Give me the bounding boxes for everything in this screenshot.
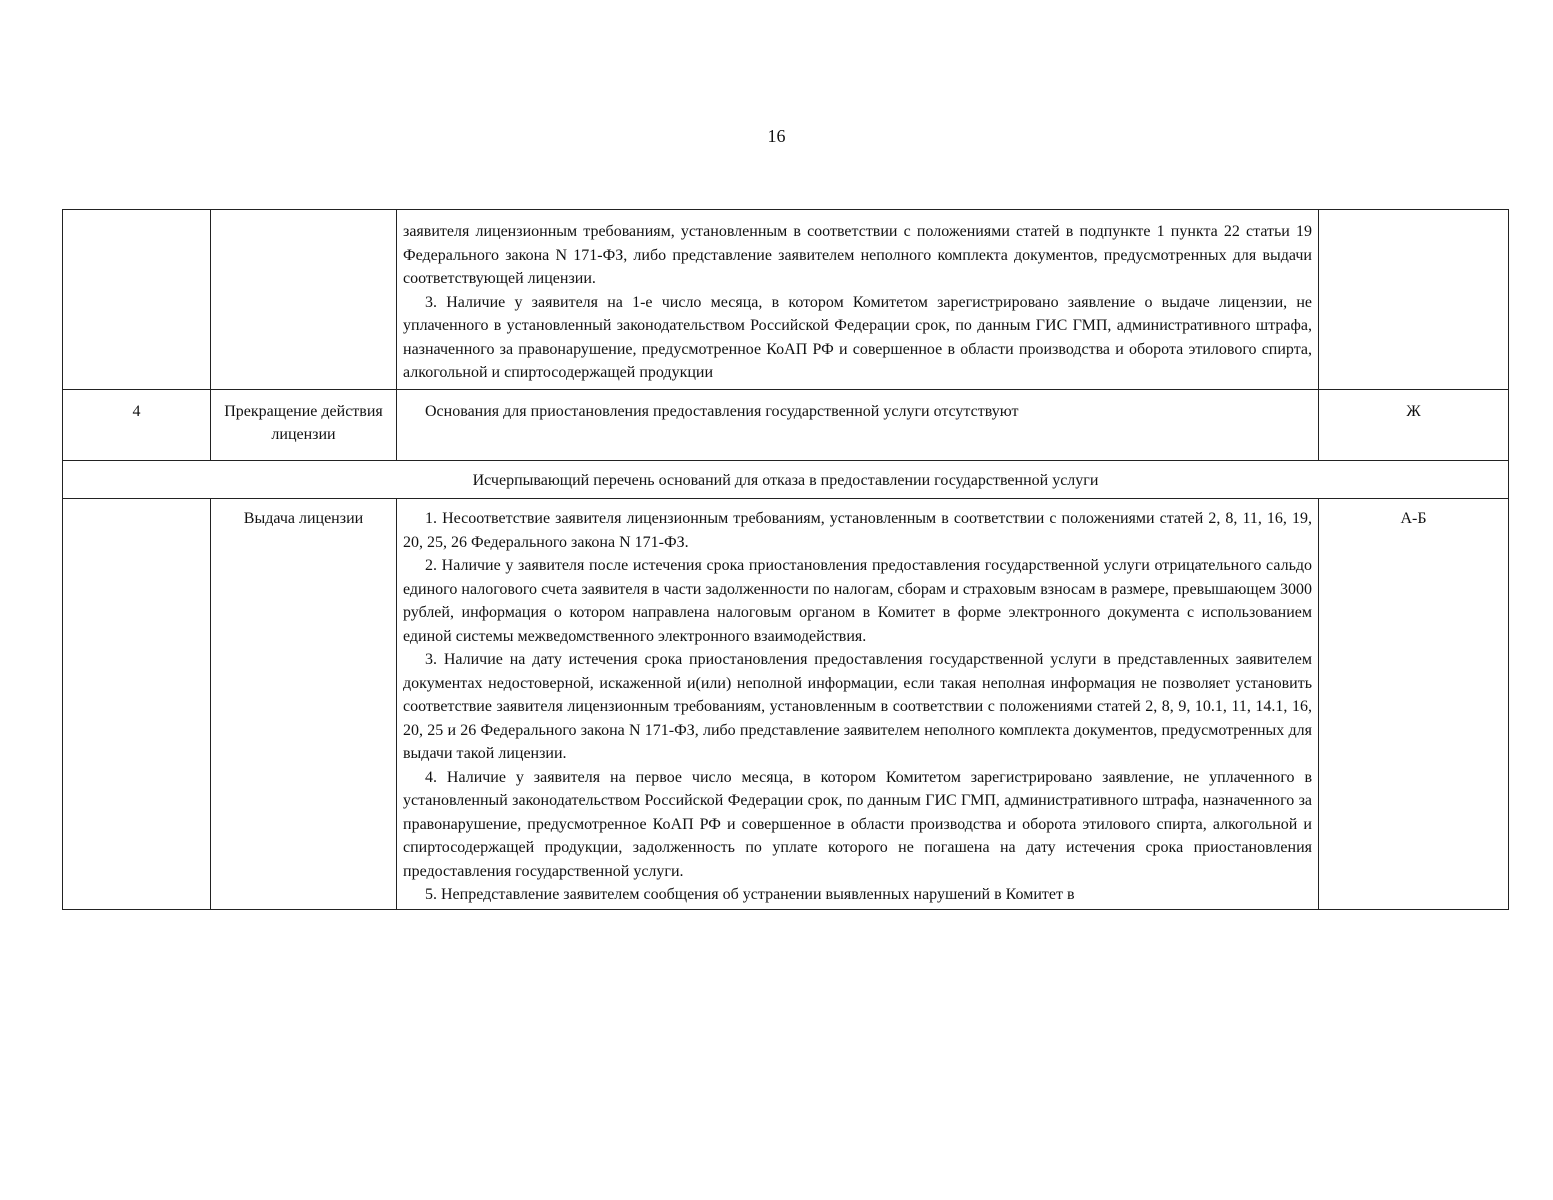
cell-number: 4 (63, 389, 211, 460)
cell-service-name (211, 210, 397, 390)
section-header: Исчерпывающий перечень оснований для отказа в предоставлении государственной услуги (63, 460, 1509, 499)
grounds-paragraph: 1. Несоответствие заявителя лицензионным требованиям, установленным в соответствии с положениями статей 2, 8, 11, 16, 19, 20, 25, 26 Федерального закона N 171-ФЗ. (403, 510, 1312, 551)
grounds-paragraph: 3. Наличие на дату истечения срока приостановления предоставления государственной услуги в представленных заявителем документах недостоверной, искаженной и(или) неполной информации, если такая неполная информация не позволяет установить соответствие заявителя лицензионным требованиям, установленным в соответствии с положениями статей 2, 8, 9, 10.1, 11, 14.1, 16, 20, 25 и 26 Федерального закона N 171-ФЗ, либо представление заявителем неполного комплекта документов, предусмотренных для выдачи такой лицензии. (403, 651, 1312, 762)
table-row-termination (63, 389, 1509, 460)
page-number: 16 (767, 126, 786, 146)
cell-number (63, 499, 211, 910)
cell-service-name: Выдача лицензии (211, 499, 397, 910)
cell-grounds-text (397, 499, 1319, 910)
grounds-paragraph: 5. Непредставление заявителем сообщения об устранении выявленных нарушений в Комитет в (425, 886, 1075, 903)
cell-result-code: Ж (1319, 389, 1509, 460)
table-row-issue-license (63, 499, 1509, 910)
cell-number (63, 210, 211, 390)
cell-grounds-text (397, 210, 1319, 390)
grounds-paragraph: 3. Наличие у заявителя на 1-е число месяца, в котором Комитетом зарегистрировано заявление о выдаче лицензии, не уплаченного в установленный законодательством Российской Федерации срок, по данным ГИС ГМП, административного штрафа, назначенного за правонарушение, предусмотренное КоАП РФ и совершенное в области производства и оборота этилового спирта, алкогольной и спиртосодержащей продукции (403, 293, 1312, 381)
grounds-paragraph: 2. Наличие у заявителя после истечения срока приостановления предоставления государственной услуги отрицательного сальдо единого налогового счета заявителя в части задолженности по налогам, сборам и страховым взносам в размере, превышающем 3000 рублей, информация о котором направлена налоговым органом в Комитет в форме электронного документа с использованием единой системы межведомственного электронного взаимодействия. (403, 557, 1312, 645)
grounds-table (62, 209, 1509, 910)
grounds-paragraph: заявителя лицензионным требованиям, установленным в соответствии с положениями статей в подпункте 1 пункта 22 статьи 19 Федерального закона N 171-ФЗ, либо представление заявителем неполного комплекта документов, предусмотренных для выдачи соответствующей лицензии. (403, 223, 1312, 287)
table-row-continuation (63, 210, 1509, 390)
grounds-paragraph: Основания для приостановления предоставления государственной услуги отсутствуют (425, 402, 1019, 420)
cell-result-code: А-Б (1319, 499, 1509, 910)
grounds-paragraph: 4. Наличие у заявителя на первое число месяца, в котором Комитетом зарегистрировано заявление, не уплаченного в установленный законодательством Российской Федерации срок, по данным ГИС ГМП, административного штрафа, назначенного за правонарушение, предусмотренное КоАП РФ и совершенное в области производства и оборота этилового спирта, алкогольной и спиртосодержащей продукции, задолженность по уплате которого не погашена на дату истечения срока приостановления предоставления государственной услуги. (403, 768, 1312, 880)
section-header-row (63, 460, 1509, 499)
cell-service-name: Прекращение действия лицензии (211, 389, 397, 460)
cell-result-code (1319, 210, 1509, 390)
cell-grounds-text (397, 389, 1319, 460)
